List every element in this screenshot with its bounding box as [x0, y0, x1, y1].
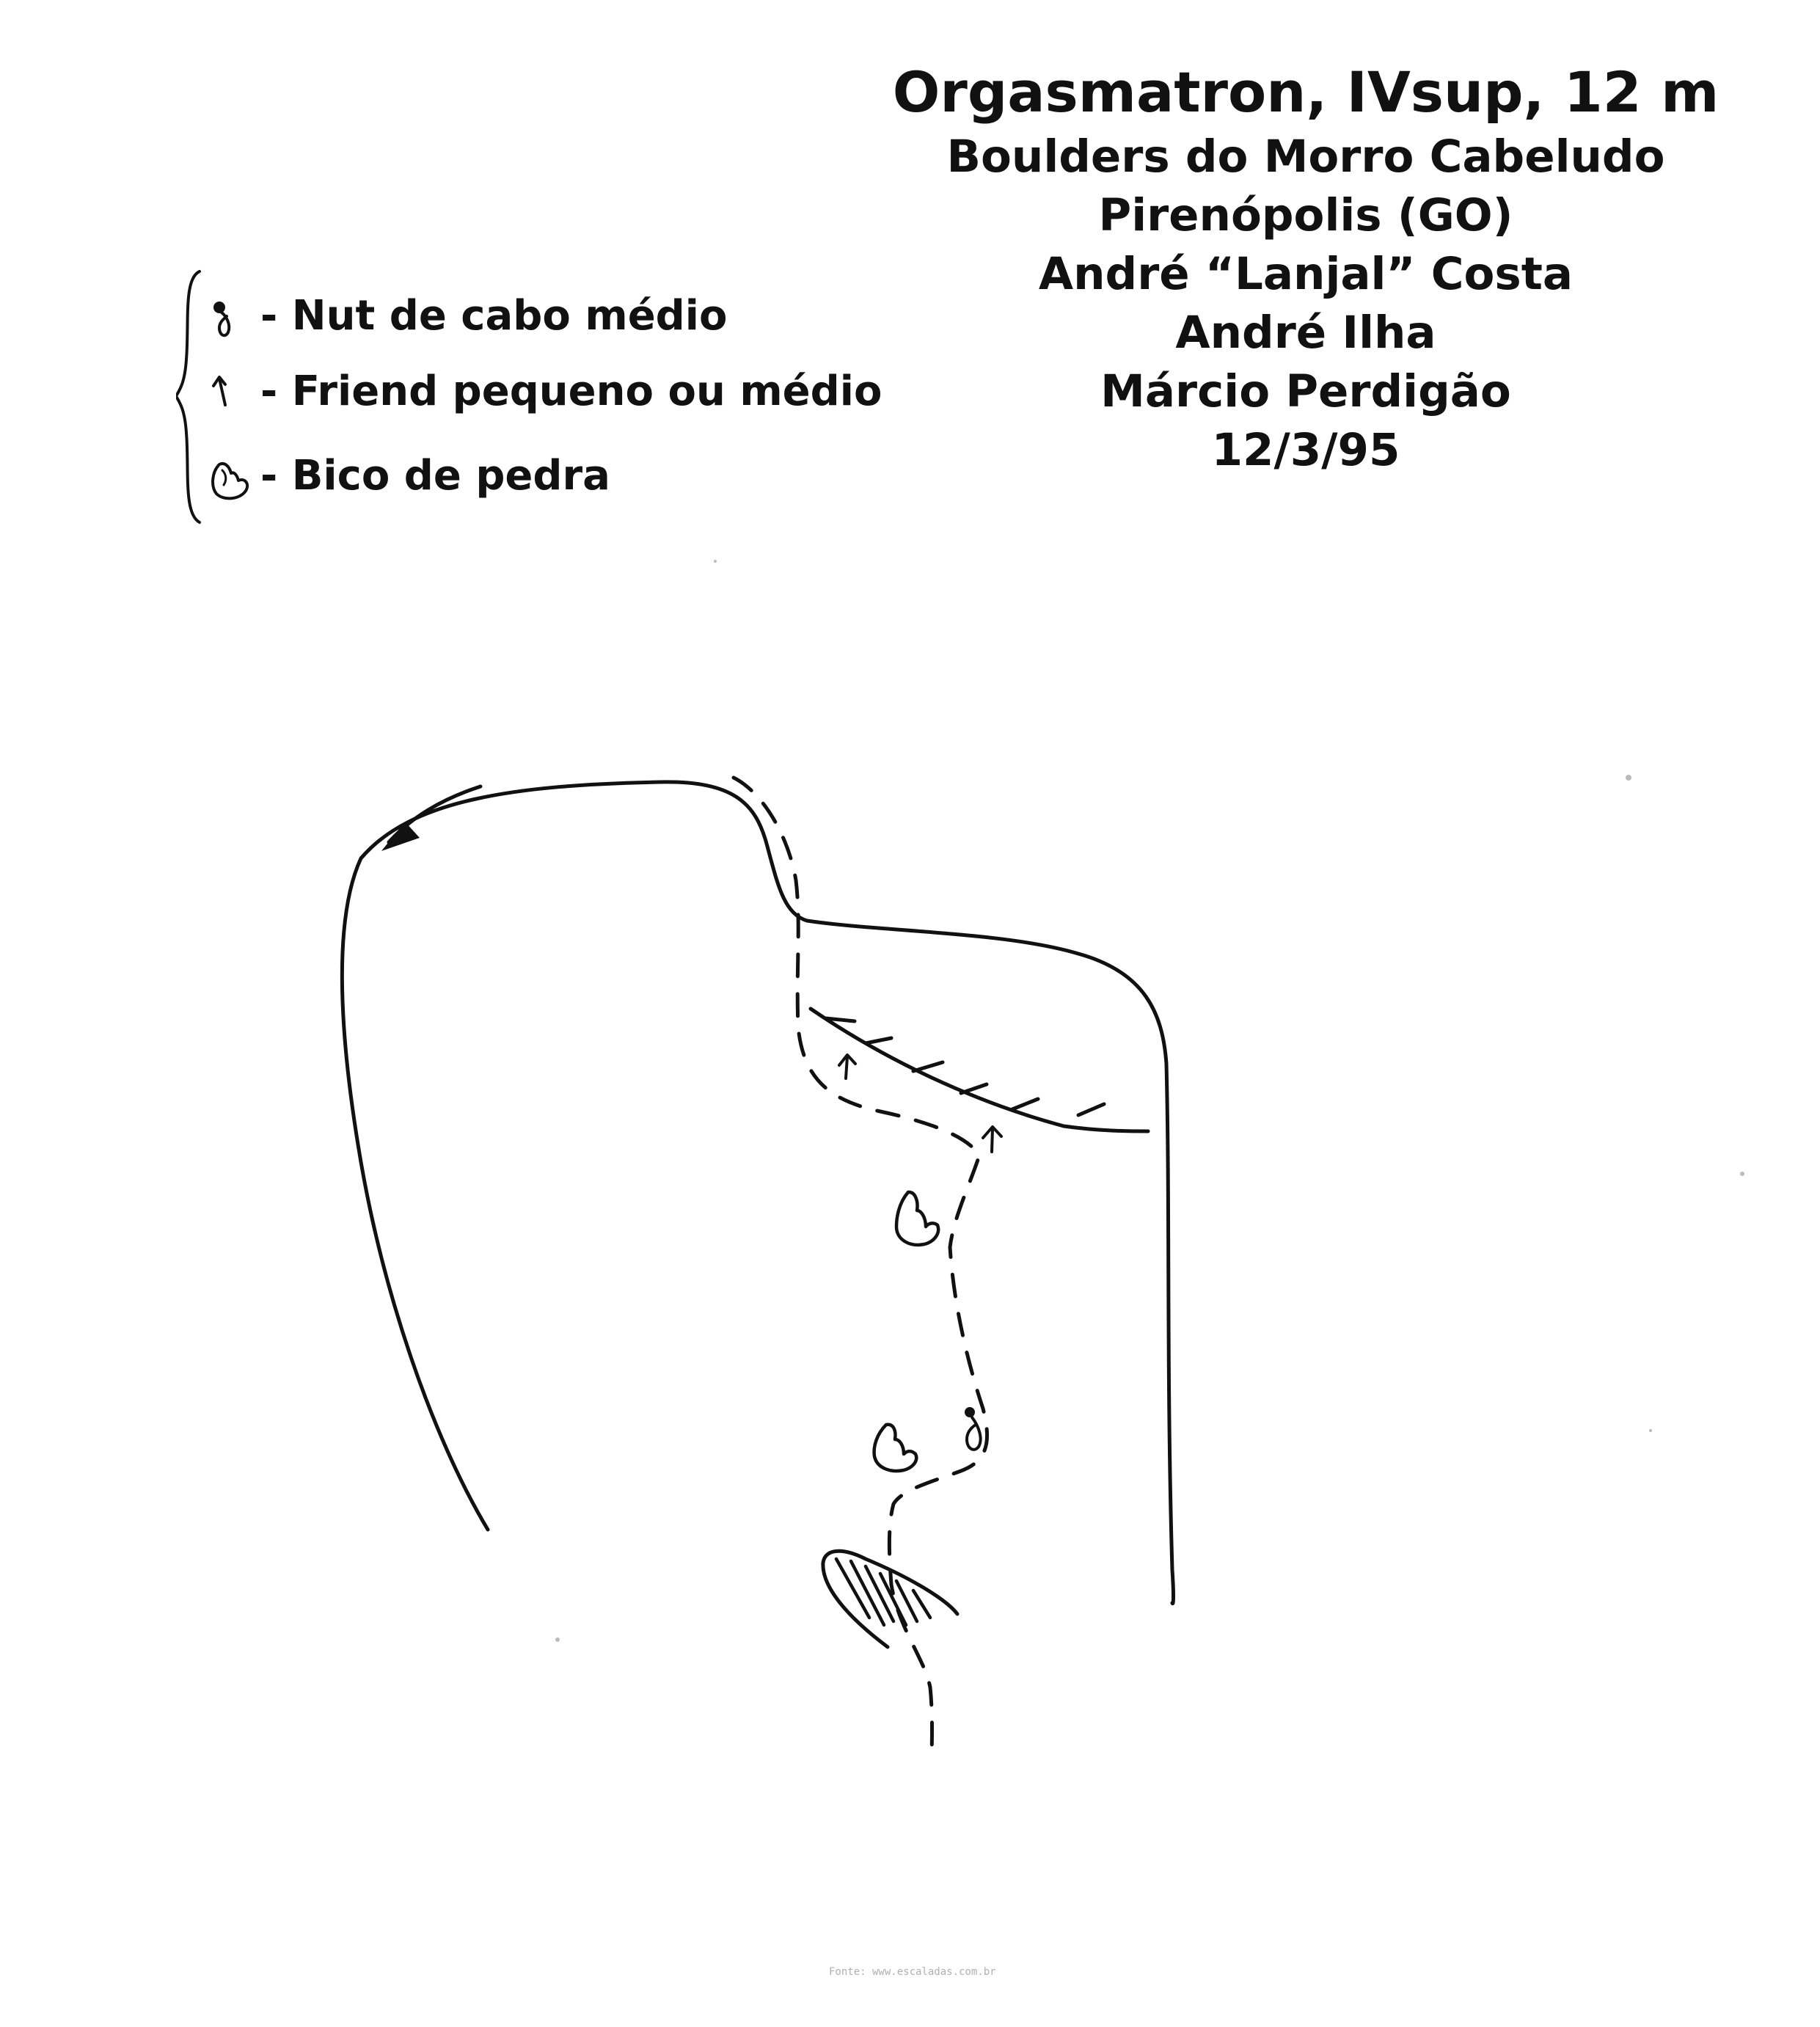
route-author-3: Márcio Perdigão — [1100, 365, 1511, 417]
legend-label-nut: - Nut de cabo médio — [260, 291, 728, 340]
route-author-2: André Ilha — [1175, 307, 1436, 359]
overhang-hatching — [825, 1018, 1104, 1115]
friend-arrow-icon — [839, 1055, 855, 1078]
boulder-outline — [342, 782, 1173, 1604]
legend-label-friend: - Friend pequeno ou médio — [260, 367, 882, 415]
rock-horn-icon — [874, 1425, 917, 1471]
route-city: Pirenópolis (GO) — [1098, 189, 1513, 241]
route-author-1: André “Lanjal” Costa — [1038, 248, 1574, 300]
friend-arrow-icon — [983, 1127, 1001, 1152]
source-credit: Fonte: www.escaladas.com.br — [829, 1966, 996, 1978]
rock-horn-icon — [896, 1192, 938, 1245]
start-flake-outline — [823, 1551, 957, 1647]
legend-label-horn: - Bico de pedra — [260, 451, 610, 500]
route-title: Orgasmatron, IVsup, 12 m — [892, 59, 1720, 125]
overhang-line — [811, 1009, 1148, 1131]
route-location: Boulders do Morro Cabeludo — [946, 131, 1665, 183]
route-date: 12/3/95 — [1211, 424, 1400, 476]
nut-icon — [965, 1407, 981, 1450]
scan-specks — [555, 560, 1744, 1642]
